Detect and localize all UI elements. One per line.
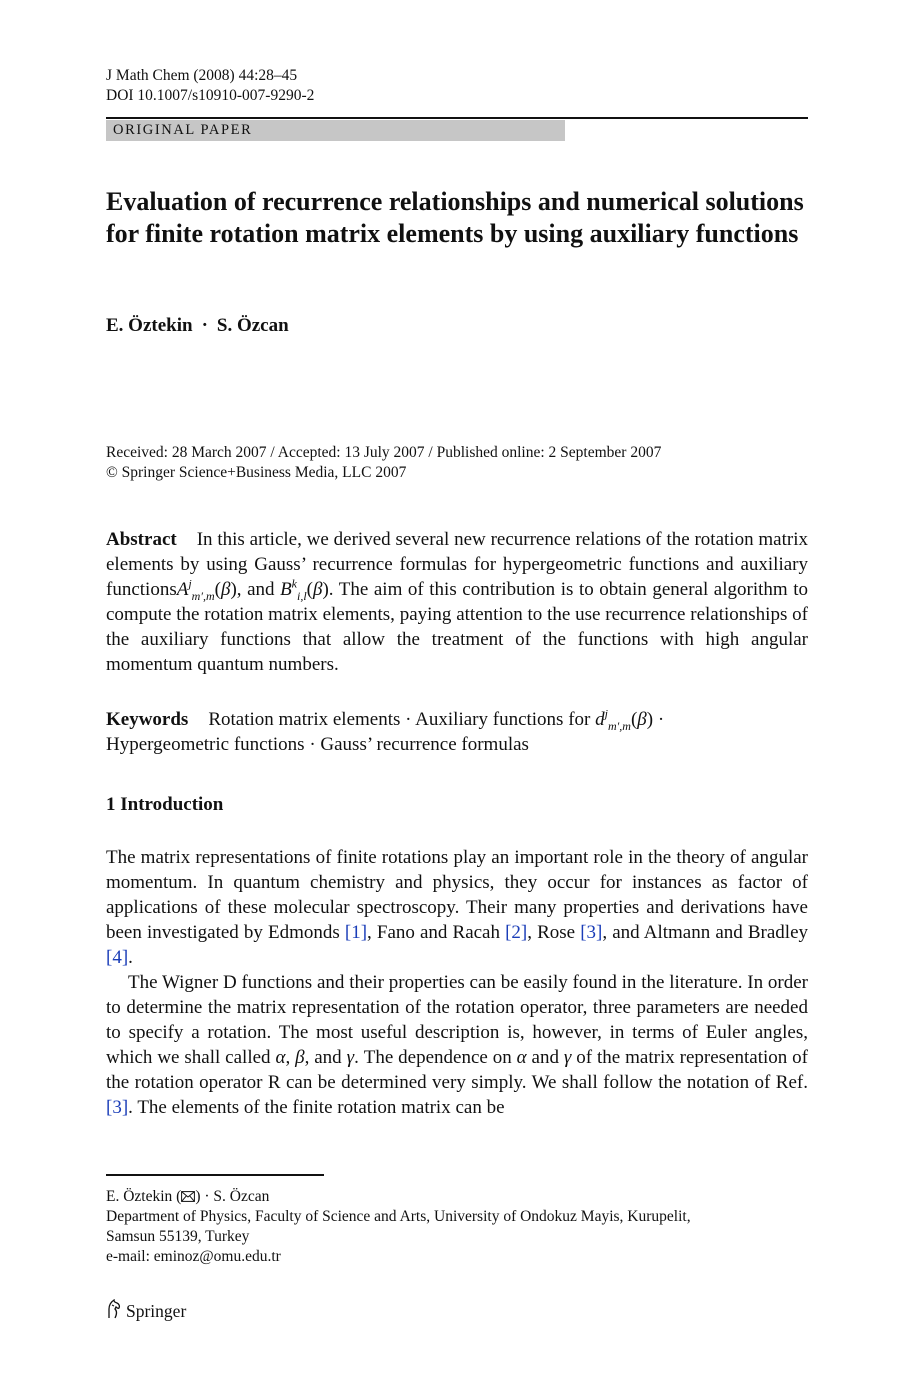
math-alpha: α bbox=[275, 1047, 286, 1068]
citation-link[interactable]: [4] bbox=[106, 947, 129, 968]
springer-horse-icon bbox=[106, 1299, 122, 1324]
math-gamma: γ bbox=[563, 1047, 572, 1068]
journal-meta bbox=[106, 66, 314, 106]
section-title: Introduction bbox=[120, 794, 224, 815]
text: , bbox=[285, 1047, 296, 1068]
citation-link[interactable]: [1] bbox=[344, 922, 368, 943]
text: , and bbox=[304, 1047, 347, 1068]
citation-link[interactable]: [3] bbox=[106, 1097, 129, 1118]
introduction-body bbox=[106, 845, 808, 1120]
text: . The dependence on bbox=[354, 1047, 517, 1068]
journal-citation: J Math Chem (2008) 44:28–45 bbox=[106, 67, 298, 84]
math-alpha: α bbox=[516, 1047, 527, 1068]
text: , and Altmann and Bradley bbox=[602, 922, 809, 943]
abstract-text-3: . The aim of this contribution is to obtain general algorithm to compute the rotation matrix elements, paying attention to the use recurrence relationships of the auxiliary functions that allow the treatment of the functions with high angular momentum quantum numbers. bbox=[106, 579, 808, 675]
math-gamma: γ bbox=[346, 1047, 355, 1068]
paper-title: Evaluation of recurrence relationships and numerical solutions for finite rotation matrix elements by using auxiliary functions bbox=[106, 187, 804, 248]
envelope-icon bbox=[181, 1188, 195, 1205]
text: , Rose bbox=[527, 922, 581, 943]
abstract-text-2: , and bbox=[236, 579, 281, 600]
doi: DOI 10.1007/s10910-007-9290-2 bbox=[106, 87, 315, 104]
copyright: © Springer Science+Business Media, LLC 2007 bbox=[106, 464, 407, 481]
abstract-label: Abstract bbox=[106, 529, 177, 550]
text: . The elements of the finite rotation matrix can be bbox=[128, 1097, 505, 1118]
author-2[interactable]: S. Özcan bbox=[216, 315, 289, 336]
math-beta: β bbox=[295, 1047, 305, 1068]
paragraph bbox=[106, 970, 808, 1120]
paper-page bbox=[106, 0, 808, 1388]
citation-link[interactable]: [2] bbox=[505, 922, 528, 943]
publication-dates bbox=[106, 443, 661, 483]
publisher-mark bbox=[106, 1299, 186, 1324]
math-A: $A^j_{m',m}$ bbox=[176, 576, 215, 603]
publisher-name: Springer bbox=[126, 1301, 187, 1321]
authors bbox=[106, 315, 289, 337]
text: . bbox=[128, 947, 133, 968]
text: The Wigner D functions and their properties can be easily found in the literature. In order to determine the matrix representation of the rotation operator, three parameters are needed to specify a rotation. The most useful description is, however, in terms of Euler angles, which we shall called bbox=[106, 972, 808, 1068]
text: and bbox=[526, 1047, 564, 1068]
text: ) · S. Özcan bbox=[195, 1188, 270, 1205]
keywords: Keywords Rotation matrix elements · Auxiliary functions for $d^j_{m',m}(\beta)$ · Hypergeometric functions · Gauss’ recurrence formulas bbox=[106, 706, 665, 755]
section-number: 1 bbox=[106, 794, 116, 815]
history: Received: 28 March 2007 / Accepted: 13 July 2007 / Published online: 2 September 2007 bbox=[106, 444, 662, 461]
section-heading bbox=[106, 794, 223, 816]
keywords-label: Keywords bbox=[106, 709, 189, 730]
department: Department of Physics, Faculty of Science and Arts, University of Ondokuz Mayis, Kurupelit, bbox=[106, 1208, 691, 1225]
keywords-text-2: Hypergeometric functions · Gauss’ recurrence formulas bbox=[106, 734, 529, 755]
footnote-rule bbox=[106, 1174, 324, 1176]
header-rule bbox=[106, 117, 808, 119]
address: Samsun 55139, Turkey bbox=[106, 1228, 250, 1245]
abstract-text-1: In this article, we derived several new recurrence relations of the rotation matrix elements by using Gauss’ recurrence formulas for hypergeometric functions and auxiliary functions bbox=[106, 529, 808, 600]
article-type-banner: ORIGINAL PAPER bbox=[106, 120, 565, 141]
abstract: Abstract In this article, we derived several new recurrence relations of the rotation matrix elements by using Gauss’ recurrence formulas for hypergeometric functions and auxiliary functionsA$^j_{m',m}$(β), and $B^k_{i,l}(\beta)$. The aim of this contribution is to obtain general algorithm to compute the rotation matrix elements, paying attention to the use recurrence relationships of the auxiliary functions that allow the treatment of the functions with high angular momentum quantum numbers. bbox=[106, 529, 808, 675]
corresponding-authors bbox=[106, 1187, 808, 1207]
paragraph bbox=[106, 845, 808, 970]
text: The matrix representations of finite rotations play an important role in the theory of angular momentum. In quantum chemistry and physics, they occur for instances as factor of applications of these molecular spectroscopy. Their many properties and derivations have been investigated by Edmonds bbox=[106, 847, 808, 943]
affiliation-footnote bbox=[106, 1187, 808, 1267]
math-B: $B^k_{i,l}$ bbox=[280, 576, 307, 603]
author-separator: · bbox=[201, 315, 208, 336]
keywords-text-1: Rotation matrix elements · Auxiliary functions for bbox=[208, 709, 591, 730]
math-d: $d^j_{m',m}$ bbox=[595, 706, 631, 733]
author-1[interactable]: E. Öztekin bbox=[106, 315, 193, 336]
text: E. Öztekin ( bbox=[106, 1188, 182, 1205]
email[interactable]: e-mail: eminoz@omu.edu.tr bbox=[106, 1248, 281, 1265]
citation-link[interactable]: [3] bbox=[580, 922, 603, 943]
text: of the matrix representation of the rotation operator R can be determined very simply. We shall follow the notation of Ref. bbox=[106, 1047, 808, 1093]
text: , Fano and Racah bbox=[367, 922, 506, 943]
keywords-sep: · bbox=[657, 709, 665, 730]
